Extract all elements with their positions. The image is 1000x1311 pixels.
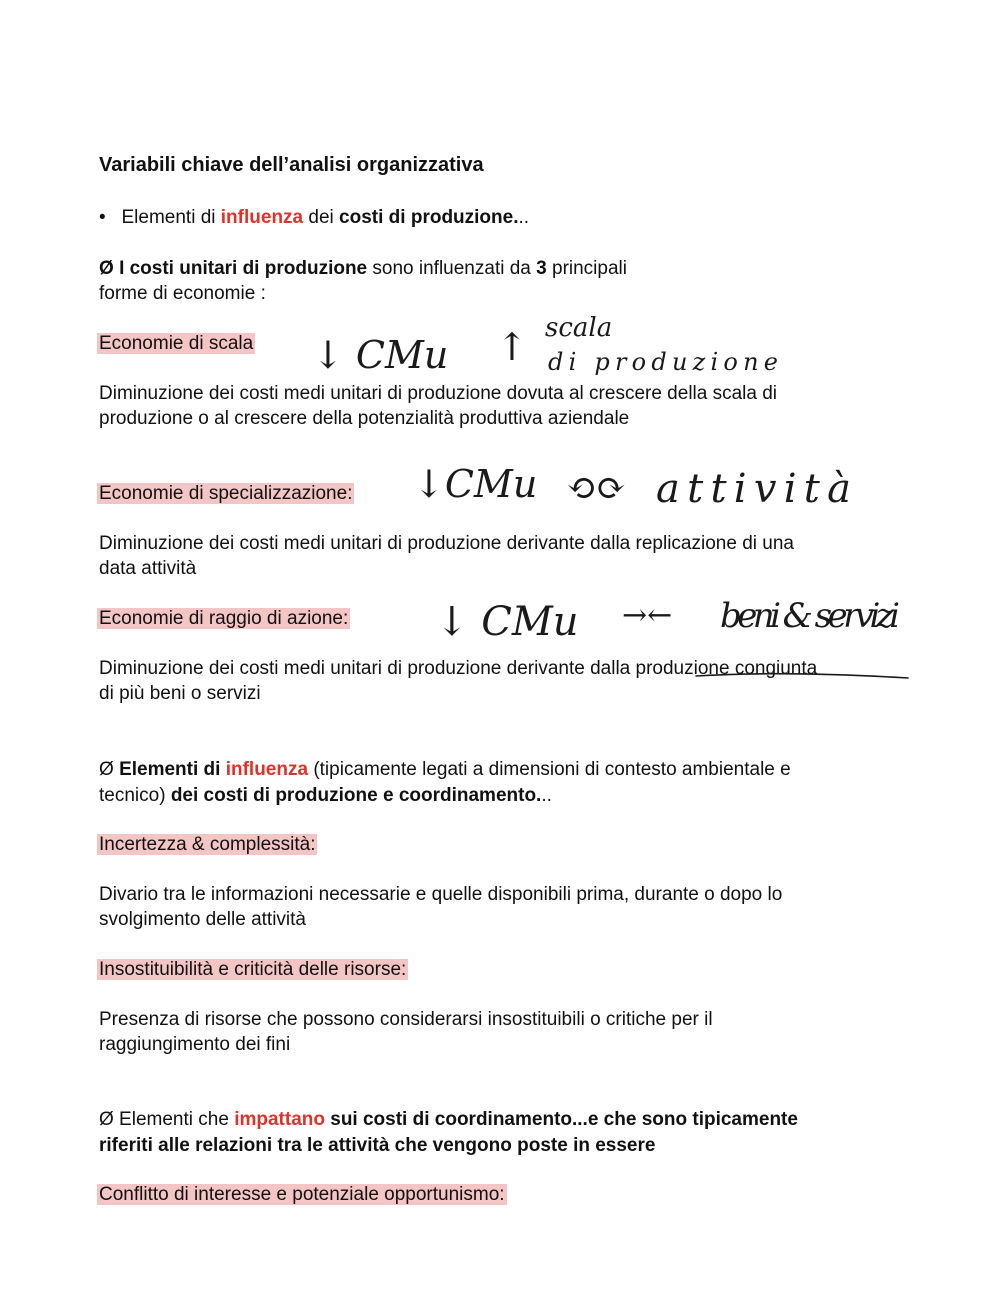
handwriting-di-produzione: di produzione [548,348,778,376]
handwriting-cycle-arrows: ⟲⟳ [566,468,627,509]
section3-marker: Ø [99,1109,114,1130]
page-title: Variabili chiave dell’analisi organizzativa [99,154,484,176]
insostituibilita-desc1: Presenza di risorse che possono considerarsi insostituibili o critiche per il [99,1009,713,1030]
handwriting-cmu-down-1: ↓ CMu [312,333,449,377]
section2-line2 [99,783,552,808]
section2-line1 [99,757,791,782]
economie-scala-heading [99,331,255,356]
section3-line1 [99,1107,798,1132]
handwriting-arrows: →← [622,598,673,633]
handwriting-cmu-down-3: ↓ CMu [435,599,579,645]
economie-specializzazione-heading [99,481,354,506]
section2-marker: Ø [99,759,114,780]
economie-scala-desc1: Diminuzione dei costi medi unitari di produzione dovuta al crescere della scala di [99,383,778,404]
bullet-bold: costi di produzione. [339,207,519,228]
section1-line1 [99,256,627,281]
economie-specializzazione-desc2: data attività [99,558,197,579]
handwriting-scala: scala [545,313,613,343]
section1-marker: Ø [99,258,114,279]
incertezza-label: Incertezza & complessità: [99,834,316,855]
bullet-marker: • [99,207,106,228]
section2-text2: tecnico) [99,785,171,806]
bullet-post: .. [518,207,530,228]
bullet-costi-produzione [99,205,529,230]
economie-scala-label: Economie di scala [99,333,254,354]
economie-raggio-desc2: di più beni o servizi [99,683,261,704]
handwriting-cmu-down-2: ↓CMu [413,462,538,506]
bullet-pre: Elementi di [121,207,221,228]
bullet-mid: dei [303,207,340,228]
incertezza-desc2: svolgimento delle attività [99,909,306,930]
section1-text2: principali [546,258,627,279]
section1-bold: I costi unitari di produzione [119,258,368,279]
incertezza-desc1: Divario tra le informazioni necessarie e quelle disponibili prima, durante o dopo lo [99,884,783,905]
section3-red-word: impattano [234,1109,325,1130]
economie-raggio-heading [99,606,350,631]
section3-line2: riferiti alle relazioni tra le attività che vengono poste in essere [99,1135,656,1156]
bullet-red-word: influenza [220,207,304,228]
section3-pre: Elementi che [113,1109,235,1130]
section2-post: .. [541,785,552,806]
section3-bold1: sui costi di coordinamento...e che sono tipicamente [324,1109,798,1130]
conflitto-heading [99,1182,507,1207]
incertezza-heading [99,832,317,857]
section1-line2: forme di economie : [99,283,266,304]
insostituibilita-label: Insostituibilità e criticità delle risorse: [99,959,407,980]
section1-text1: sono influenzati da [367,258,537,279]
economie-specializzazione-label: Economie di specializzazione: [99,483,353,504]
section2-bold2: dei costi di produzione e coordinamento. [170,785,542,806]
handwriting-up-arrow: ↑ [496,325,528,369]
conflitto-label: Conflitto di interesse e potenziale opportunismo: [99,1184,505,1205]
section2-red-word: influenza [225,759,309,780]
handwriting-attivita: attività [656,466,851,512]
economie-specializzazione-desc1: Diminuzione dei costi medi unitari di produzione derivante dalla replicazione di una [99,533,794,554]
handwriting-beni-servizi: beni & servizi [720,596,900,636]
section2-text1: (tipicamente legati a dimensioni di contesto ambientale e [308,759,791,780]
insostituibilita-desc2: raggiungimento dei fini [99,1034,291,1055]
economie-raggio-label: Economie di raggio di azione: [99,608,349,629]
section2-bold1: Elementi di [119,759,226,780]
economie-raggio-desc1: Diminuzione dei costi medi unitari di produzione derivante dalla produzione congiunta [99,658,818,679]
insostituibilita-heading [99,957,408,982]
section1-num: 3 [536,258,547,279]
economie-scala-desc2: produzione o al crescere della potenzialità produttiva aziendale [99,408,630,429]
